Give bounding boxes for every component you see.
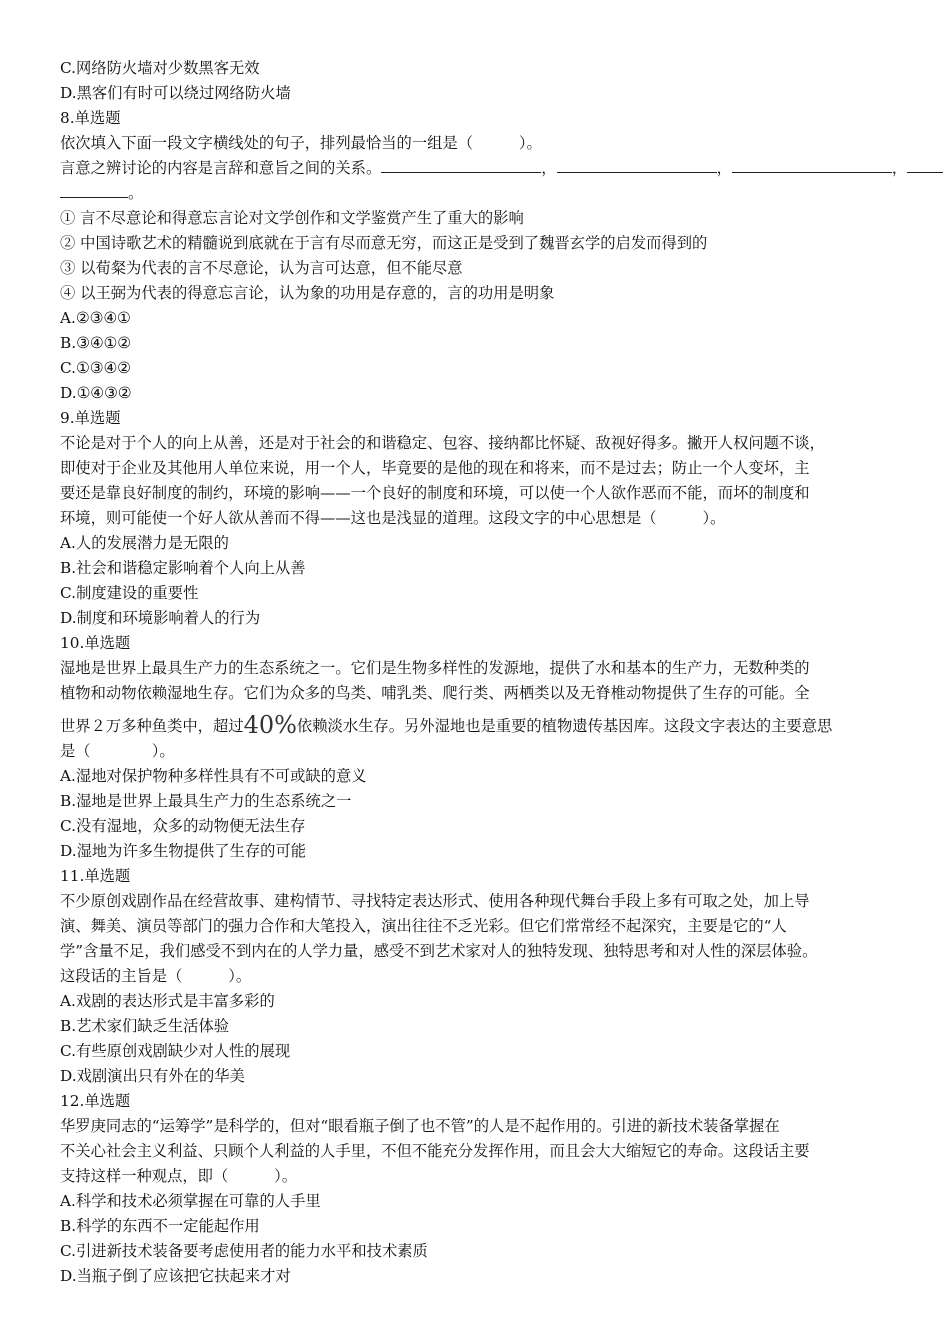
q9-option-c: C.制度建设的重要性 xyxy=(60,584,199,602)
percentage-figure: 40% xyxy=(243,711,297,739)
q10-stem-line-1: 湿地是世界上最具生产力的生态系统之一。它们是生物多样性的发源地，提供了水和基本的生产力，无数种类的 xyxy=(60,659,810,677)
q10-option-b: B.湿地是世界上最具生产力的生态系统之一 xyxy=(60,792,352,810)
q10-stem-line-3 xyxy=(60,713,894,739)
q9-option-b: B.社会和谐稳定影响着个人向上从善 xyxy=(60,559,306,577)
q8-item-3: ③ 以荀粲为代表的言不尽意论，认为言可达意，但不能尽意 xyxy=(60,259,463,277)
q10-stem-line-3b: 依赖淡水生存。另外湿地也是重要的植物遗传基因库。这段文字表达的主要意思 xyxy=(296,717,833,735)
q10-option-a: A.湿地对保护物种多样性具有不可或缺的意义 xyxy=(60,767,367,785)
fill-blank-4b xyxy=(60,181,128,198)
q8-item-1: ① 言不尽意论和得意忘言论对文学创作和文学鉴赏产生了重大的影响 xyxy=(60,209,524,227)
q10-option-d: D.湿地为许多生物提供了生存的可能 xyxy=(60,842,307,860)
q12-stem-line-3: 支持这样一种观点，即（ ）。 xyxy=(60,1167,298,1185)
q10-stem-line-4: 是（ ）。 xyxy=(60,742,175,760)
q9-option-d: D.制度和环境影响着人的行为 xyxy=(60,609,261,627)
q12-stem-line-2: 不关心社会主义利益、只顾个人利益的人手里，不但不能充分发挥作用，而且会大大缩短它的寿命。这段话主要 xyxy=(60,1142,810,1160)
q9-stem-line-4: 环境，则可能使一个好人欲从善而不得——这也是浅显的道理。这段文字的中心思想是（ ）。 xyxy=(60,509,726,527)
q9-stem-line-3: 要还是靠良好制度的制约，环境的影响——一个良好的制度和环境，可以使一个人欲作恶而不能，而坏的制度和 xyxy=(60,484,810,502)
q11-heading: 11.单选题 xyxy=(60,867,131,885)
q8-period: 。 xyxy=(128,184,144,202)
q8-item-4: ④ 以王弼为代表的得意忘言论，认为象的功用是存意的，言的功用是明象 xyxy=(60,284,555,302)
q8-option-a: A.②③④① xyxy=(60,309,131,327)
q11-stem-line-3: 学”含量不足，我们感受不到内在的人学力量，感受不到艺术家对人的独特发现、独特思考和对人性的深层体验。 xyxy=(60,942,818,960)
q11-stem-line-2: 演、舞美、演员等部门的强力合作和大笔投入，演出往往不乏光彩。但它们常常经不起深究，主要是它的“人 xyxy=(60,917,787,935)
q11-option-a: A.戏剧的表达形式是丰富多彩的 xyxy=(60,992,275,1010)
fill-blank-3 xyxy=(732,156,892,173)
q12-option-a: A.科学和技术必须掌握在可靠的人手里 xyxy=(60,1192,321,1210)
q10-stem-line-2: 植物和动物依赖湿地生存。它们为众多的鸟类、哺乳类、爬行类、两栖类以及无脊椎动物提供了生存的可能。全 xyxy=(60,684,810,702)
document-page xyxy=(60,56,908,1289)
q12-heading: 12.单选题 xyxy=(60,1092,131,1110)
q8-option-b: B.③④①② xyxy=(60,334,131,352)
q11-stem-line-4: 这段话的主旨是（ ）。 xyxy=(60,967,252,985)
q8-text: 言意之辨讨论的内容是言辞和意旨之间的关系。 ， ， ， xyxy=(60,156,894,181)
q12-option-b: B.科学的东西不一定能起作用 xyxy=(60,1217,260,1235)
q8-text-start: 言意之辨讨论的内容是言辞和意旨之间的关系。 xyxy=(60,159,382,177)
fill-blank-2 xyxy=(557,156,717,173)
q10-stem-line-3a: 世界２万多种鱼类中，超过 xyxy=(60,717,244,735)
fill-blank-1 xyxy=(381,156,541,173)
fill-blank-4a xyxy=(907,156,943,173)
q8-text-end xyxy=(60,181,894,206)
q8-stem: 依次填入下面一段文字横线处的句子，排列最恰当的一组是（ ）。 xyxy=(60,134,542,152)
q9-stem-line-1: 不论是对于个人的向上从善，还是对于社会的和谐稳定、包容、接纳都比怀疑、敌视好得多。撇开人权问题不谈， xyxy=(60,434,825,452)
q9-option-a: A.人的发展潜力是无限的 xyxy=(60,534,229,552)
q11-option-b: B.艺术家们缺乏生活体验 xyxy=(60,1017,230,1035)
q11-stem-line-1: 不少原创戏剧作品在经营故事、建构情节、寻找特定表达形式、使用各种现代舞台手段上多有可取之处，加上导 xyxy=(60,892,810,910)
q11-option-c: C.有些原创戏剧缺少对人性的展现 xyxy=(60,1042,291,1060)
q9-stem-line-2: 即使对于企业及其他用人单位来说，用一个人，毕竟要的是他的现在和将来，而不是过去；防止一个人变坏，主 xyxy=(60,459,810,477)
q10-option-c: C.没有湿地，众多的动物便无法生存 xyxy=(60,817,306,835)
q7-option-c: C.网络防火墙对少数黑客无效 xyxy=(60,59,260,77)
q9-heading: 9.单选题 xyxy=(60,409,121,427)
q12-option-d: D.当瓶子倒了应该把它扶起来才对 xyxy=(60,1267,291,1285)
q11-option-d: D.戏剧演出只有外在的华美 xyxy=(60,1067,245,1085)
q8-option-d: D.①④③② xyxy=(60,384,132,402)
q12-stem-line-1: 华罗庚同志的“运筹学”是科学的，但对“眼看瓶子倒了也不管”的人是不起作用的。引进的新技术装备掌握在 xyxy=(60,1117,780,1135)
q12-option-c: C.引进新技术装备要考虑使用者的能力水平和技术素质 xyxy=(60,1242,428,1260)
q8-option-c: C.①③④② xyxy=(60,359,131,377)
q7-option-d: D.黑客们有时可以绕过网络防火墙 xyxy=(60,84,291,102)
q8-heading: 8.单选题 xyxy=(60,109,121,127)
q8-item-2: ② 中国诗歌艺术的精髓说到底就在于言有尽而意无穷，而这正是受到了魏晋玄学的启发而得到的 xyxy=(60,234,708,252)
q10-heading: 10.单选题 xyxy=(60,634,131,652)
